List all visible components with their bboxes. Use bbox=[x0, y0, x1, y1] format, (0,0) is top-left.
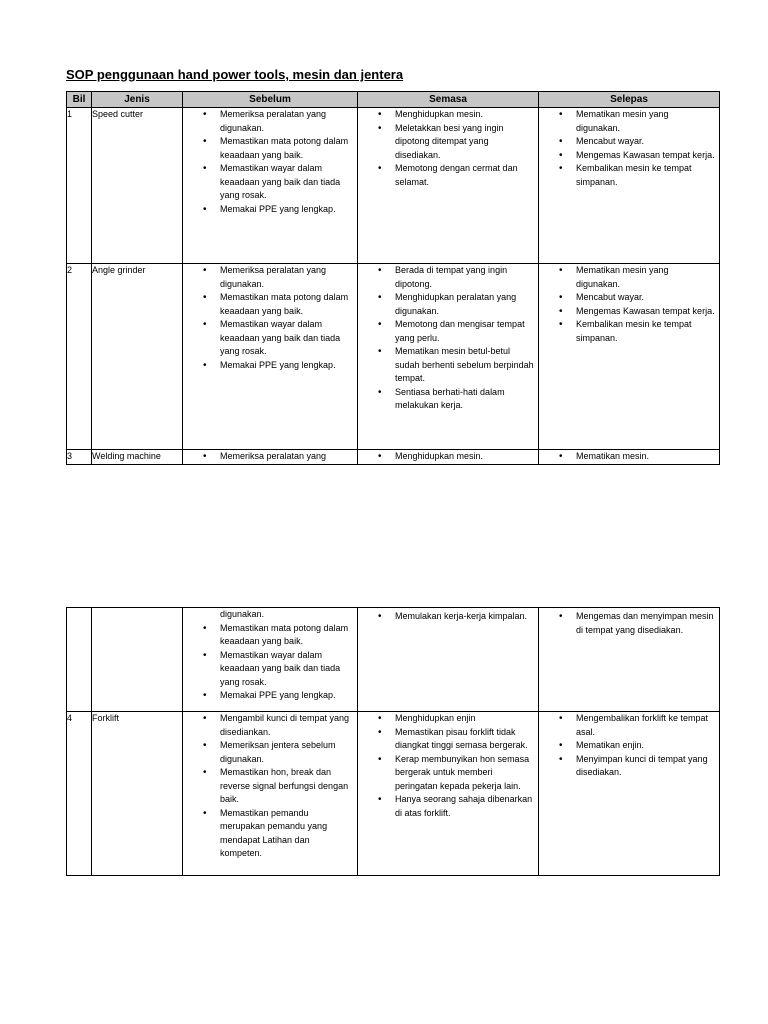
bullet-item: • Kembalikan mesin ke tempat simpanan. bbox=[576, 318, 715, 345]
bullet-item: • Memotong dengan cermat dan selamat. bbox=[395, 162, 534, 189]
bullet-item: • Memakai PPE yang lengkap. bbox=[220, 203, 353, 217]
row-number: 3 bbox=[67, 450, 92, 465]
bullet-item: • Memulakan kerja-kerja kimpalan. bbox=[395, 610, 534, 624]
bullet-item: • Memakai PPE yang lengkap. bbox=[220, 359, 353, 373]
row-number: 1 bbox=[67, 108, 92, 264]
row-tool-name: Welding machine bbox=[92, 450, 183, 465]
semasa-cell bbox=[358, 450, 539, 465]
header-sebelum: Sebelum bbox=[183, 92, 358, 108]
bullet-item: • Mengambil kunci di tempat yang disediankan. bbox=[220, 712, 353, 739]
bullet-item: • Sentiasa berhati-hati dalam melakukan kerja. bbox=[395, 386, 534, 413]
bullet-item: • Mematikan mesin. bbox=[576, 450, 715, 464]
bullet-item: • Hanya seorang sahaja dibenarkan di atas forklift. bbox=[395, 793, 534, 820]
selepas-cell bbox=[539, 450, 720, 465]
semasa-cell bbox=[358, 608, 539, 712]
sebelum-cell bbox=[183, 264, 358, 450]
bullet-item: • Mematikan mesin yang digunakan. bbox=[576, 264, 715, 291]
bullet-item: • Memeriksa peralatan yang digunakan. bbox=[220, 108, 353, 135]
bullet-item: • Mematikan mesin betul-betul sudah berhenti sebelum berpindah tempat. bbox=[395, 345, 534, 386]
bullet-item: • Memakai PPE yang lengkap. bbox=[220, 689, 353, 703]
row-tool-name: Angle grinder bbox=[92, 264, 183, 450]
bullet-item: • Menyimpan kunci di tempat yang disediakan. bbox=[576, 753, 715, 780]
bullet-item: • Memeriksa peralatan yang digunakan. bbox=[220, 264, 353, 291]
bullet-item: • Berada di tempat yang ingin dipotong. bbox=[395, 264, 534, 291]
bullet-item: • Memastikan pemandu merupakan pemandu yang mendapat Latihan dan kompeten. bbox=[220, 807, 353, 861]
bullet-item: • Memotong dan mengisar tempat yang perlu. bbox=[395, 318, 534, 345]
sebelum-cell bbox=[183, 712, 358, 876]
bullet-item: • Menghidupkan enjin bbox=[395, 712, 534, 726]
header-selepas: Selepas bbox=[539, 92, 720, 108]
bullet-item: • Memastikan wayar dalam keaadaan yang baik dan tiada yang rosak. bbox=[220, 162, 353, 203]
bullet-item: • Meletakkan besi yang ingin dipotong ditempat yang disediakan. bbox=[395, 122, 534, 163]
bullet-item: • Mematikan mesin yang digunakan. bbox=[576, 108, 715, 135]
bullet-item: • Kembalikan mesin ke tempat simpanan. bbox=[576, 162, 715, 189]
continued-text: digunakan. bbox=[220, 609, 265, 619]
bullet-item: • Mengemas Kawasan tempat kerja. bbox=[576, 149, 715, 163]
semasa-cell bbox=[358, 264, 539, 450]
bullet-item: • Mengemas Kawasan tempat kerja. bbox=[576, 305, 715, 319]
bullet-item: • Memeriksan jentera sebelum digunakan. bbox=[220, 739, 353, 766]
row-number: 4 bbox=[67, 712, 92, 876]
row-number bbox=[67, 608, 92, 712]
bullet-item: • Menghidupkan mesin. bbox=[395, 450, 534, 464]
semasa-cell bbox=[358, 712, 539, 876]
bullet-item: • Menghidupkan peralatan yang digunakan. bbox=[395, 291, 534, 318]
table-row bbox=[67, 264, 720, 450]
bullet-item: • Memastikan wayar dalam keaadaan yang baik dan tiada yang rosak. bbox=[220, 649, 353, 690]
selepas-cell bbox=[539, 264, 720, 450]
row-tool-name bbox=[92, 608, 183, 712]
table-row-continuation bbox=[67, 608, 720, 712]
row-tool-name: Forklift bbox=[92, 712, 183, 876]
sop-table bbox=[66, 91, 720, 465]
sop-table-continued bbox=[66, 607, 720, 876]
table-row bbox=[67, 108, 720, 264]
sebelum-cell bbox=[183, 608, 358, 712]
bullet-item: • Memastikan hon, break dan reverse signal berfungsi dengan baik. bbox=[220, 766, 353, 807]
bullet-item: • Menghidupkan mesin. bbox=[395, 108, 534, 122]
table-row bbox=[67, 450, 720, 465]
row-tool-name: Speed cutter bbox=[92, 108, 183, 264]
bullet-item: • Mengemas dan menyimpan mesin di tempat yang disediakan. bbox=[576, 610, 715, 637]
sebelum-cell bbox=[183, 450, 358, 465]
bullet-item: • Memastikan wayar dalam keaadaan yang baik dan tiada yang rosak. bbox=[220, 318, 353, 359]
document-title: SOP penggunaan hand power tools, mesin dan jentera bbox=[66, 67, 404, 82]
bullet-item: • Mencabut wayar. bbox=[576, 291, 715, 305]
semasa-cell bbox=[358, 108, 539, 264]
bullet-item: • Memastikan mata potong dalam keaadaan yang baik. bbox=[220, 622, 353, 649]
row-number: 2 bbox=[67, 264, 92, 450]
bullet-item: • Memastikan pisau forklift tidak diangkat tinggi semasa bergerak. bbox=[395, 726, 534, 753]
bullet-item: • Kerap membunyikan hon semasa bergerak untuk memberi peringatan kepada pekerja lain. bbox=[395, 753, 534, 794]
bullet-item: • Memeriksa peralatan yang bbox=[220, 450, 353, 464]
bullet-item: • Mencabut wayar. bbox=[576, 135, 715, 149]
header-jenis: Jenis bbox=[92, 92, 183, 108]
header-bil: Bil bbox=[67, 92, 92, 108]
selepas-cell bbox=[539, 108, 720, 264]
header-semasa: Semasa bbox=[358, 92, 539, 108]
bullet-item: • Mengembalikan forklift ke tempat asal. bbox=[576, 712, 715, 739]
sebelum-cell bbox=[183, 108, 358, 264]
table-header-row bbox=[67, 92, 720, 108]
table-row bbox=[67, 712, 720, 876]
selepas-cell bbox=[539, 608, 720, 712]
bullet-item: • Mematikan enjin. bbox=[576, 739, 715, 753]
bullet-item: • Memastikan mata potong dalam keaadaan yang baik. bbox=[220, 135, 353, 162]
selepas-cell bbox=[539, 712, 720, 876]
bullet-item: • Memastikan mata potong dalam keaadaan yang baik. bbox=[220, 291, 353, 318]
